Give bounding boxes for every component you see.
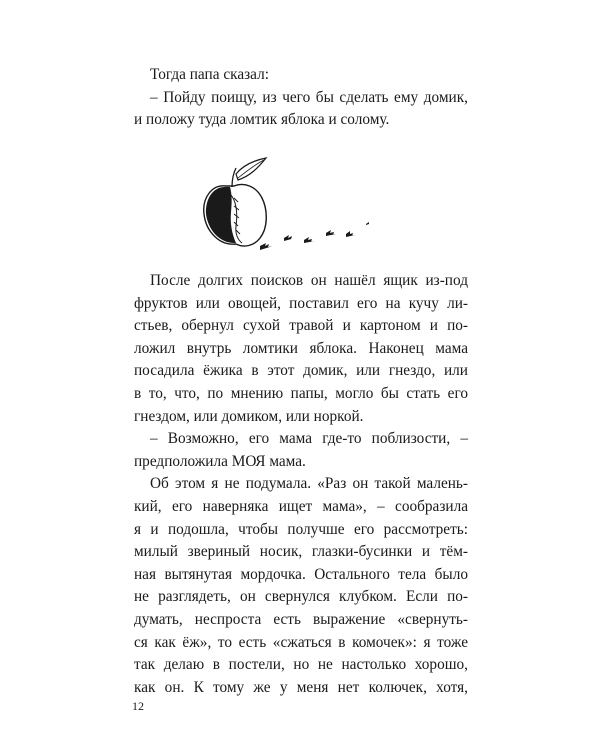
page-number: 12 — [132, 699, 144, 713]
top-paragraph — [134, 64, 468, 132]
text-line: и положу туда ломтик яблока и солому. — [134, 111, 390, 129]
text-line: – Возможно, его мама где-то поблизости, – — [150, 430, 468, 448]
text-line: гнездом, или домиком, или норкой. — [134, 407, 364, 425]
text-line: Об этом я не подумала. «Раз он такой малень- — [150, 475, 468, 493]
text-line: думать, неспроста есть выражение «свернуть- — [134, 610, 468, 628]
text-line: ся как ёж», то есть «сжаться в комочек»: я тоже — [134, 633, 468, 651]
text-line: кий, его наверняка ищет мама», – сообразила — [134, 497, 468, 515]
text-line: фруктов или овощей, поставил его на кучу ли- — [134, 294, 468, 312]
text-line: как он. К тому же у меня нет колючек, хотя, — [134, 678, 468, 696]
main-text — [134, 270, 468, 699]
text-line: Тогда папа сказал: — [150, 66, 269, 83]
text-line: стьев, обернул сухой травой и картоном и по- — [134, 317, 468, 335]
text-line: милый звериный носик, глазки-бусинки и тём- — [134, 543, 468, 561]
text-line: так делаю в постели, но не настолько хорошо, — [134, 656, 468, 674]
text-line: я и подошла, чтобы получше его рассмотреть: — [134, 520, 468, 538]
text-line: – Пойду поищу, из чего бы сделать ему домик, — [150, 88, 468, 106]
text-line: После долгих поисков он нашёл ящик из-под — [150, 272, 468, 289]
text-line: не разглядеть, он свернулся клубком. Если по- — [134, 588, 468, 606]
text-line: ложил внутрь ломтики яблока. Наконец мама — [134, 339, 468, 357]
apple-with-hedgehog-tracks-icon — [196, 154, 380, 258]
text-line: ная вытянутая мордочка. Остального тела было — [134, 565, 468, 583]
text-line: в то, что, по мнению папы, могло бы стать его — [134, 384, 468, 402]
text-line: предположила МОЯ мама. — [134, 452, 306, 470]
text-line: посадила ёжика в этот домик, или гнездо, или — [134, 362, 468, 380]
